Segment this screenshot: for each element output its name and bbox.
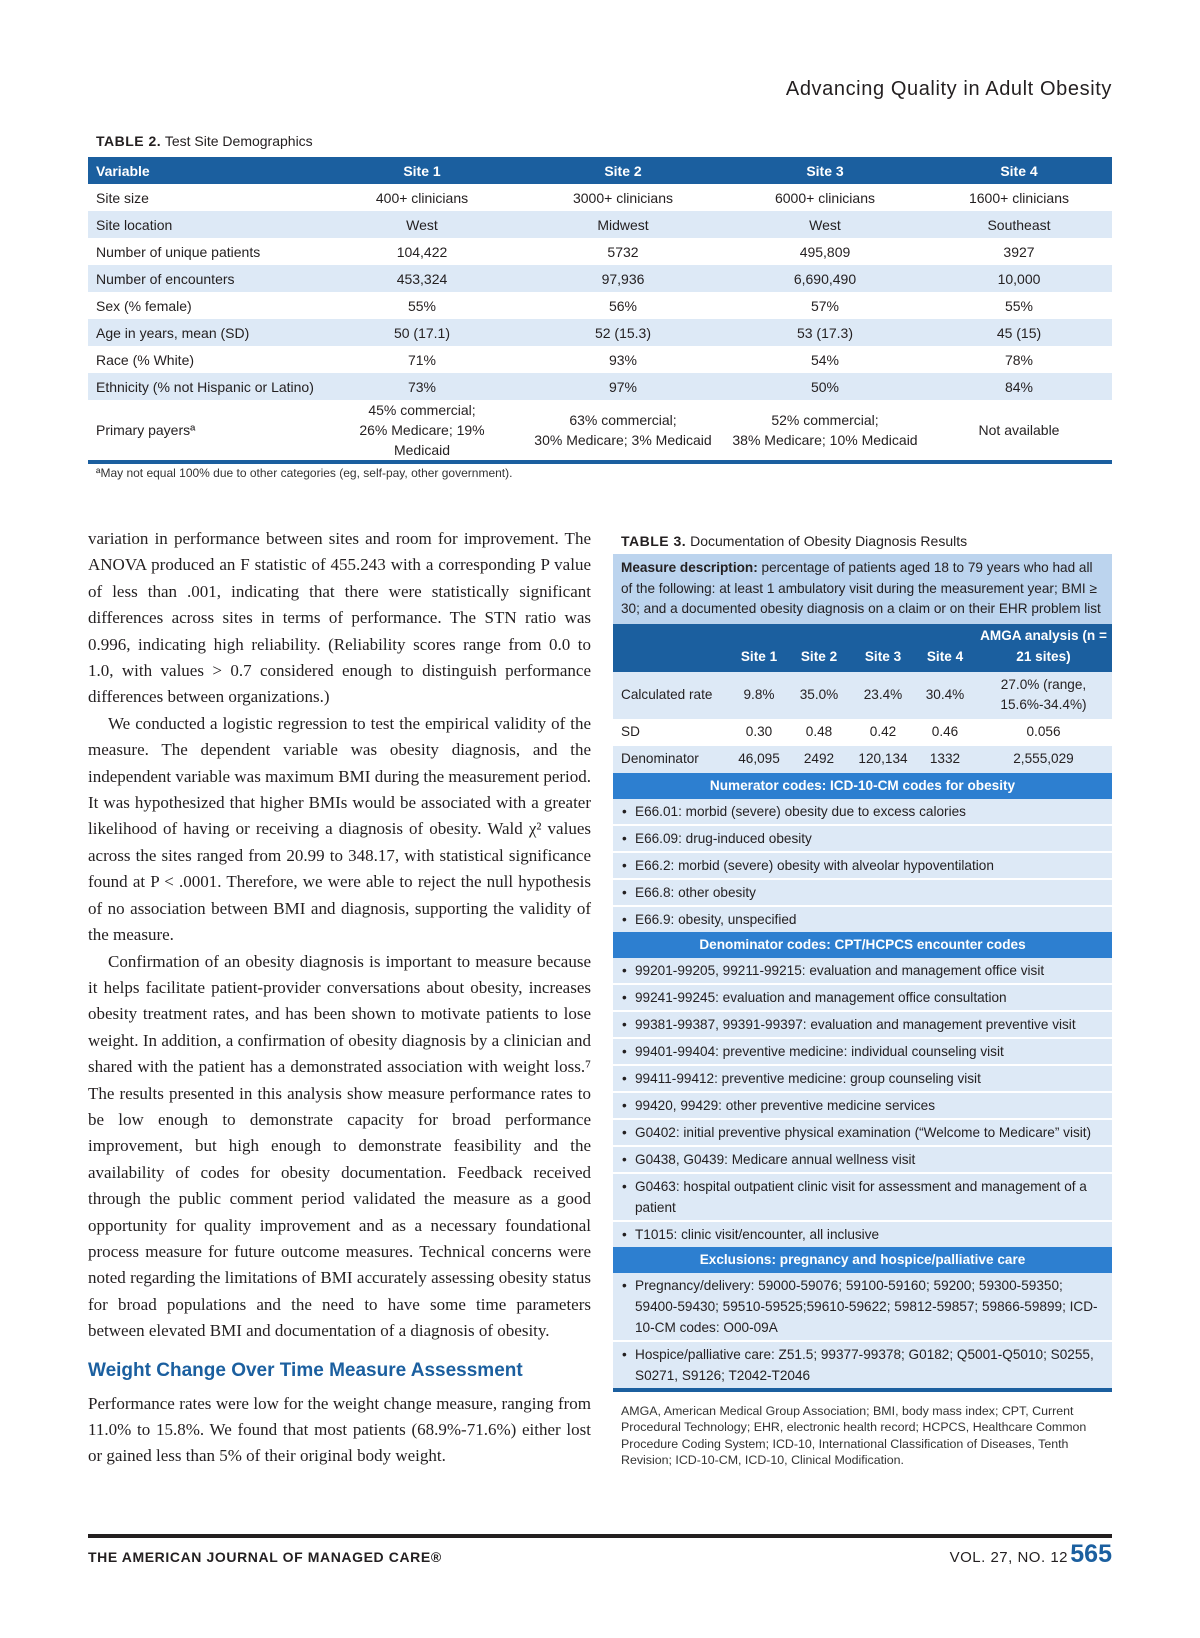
- table-cell: 0.30: [745, 724, 773, 739]
- table-cell: 453,324: [322, 265, 522, 292]
- table-cell: 73%: [322, 373, 522, 400]
- payer-line: 30% Medicare; 3% Medicaid: [534, 432, 712, 448]
- measure-description-text: percentage of patients aged 18 to 79 years who had all of the following: at least 1 ambulatory visit during the measurement year; BMI ≥ 30; and a documented obesity diagnosis on a claim or on their EHR problem list: [621, 560, 1101, 616]
- table-cell: 97%: [522, 373, 724, 400]
- list-item: • G0438, G0439: Medicare annual wellness visit: [613, 1147, 1112, 1174]
- list-item: • 99241-99245: evaluation and management office consultation: [613, 985, 1112, 1012]
- table-cell: 0.46: [931, 724, 959, 739]
- table3: [613, 554, 1112, 1392]
- table2-footnote: ªMay not equal 100% due to other categories (eg, self-pay, other government).: [96, 466, 513, 480]
- table-cell: [522, 400, 724, 462]
- table-cell: 27.0% (range, 15.6%-34.4%): [975, 672, 1112, 719]
- table-cell: 0.42: [869, 724, 897, 739]
- table-cell: 50 (17.1): [322, 319, 522, 346]
- table-cell: Race (% White): [96, 351, 195, 368]
- exclusion-code-list: [613, 1273, 1112, 1388]
- table-cell: 6000+ clinicians: [774, 189, 875, 206]
- table3-results: [613, 624, 1112, 773]
- table-cell: 3927: [1003, 243, 1035, 260]
- body-paragraph: Confirmation of an obesity diagnosis is important to measure because it helps facilitate patient-provider conversations about obesity, increases obesity treatment rates, and has been shown to motivate patients to lose weight. In addition, a confirmation of obesity diagnosis by a clinician and shared with the patient has a demonstrated association with weight loss.⁷ The results presented in this analysis show measure performance rates to be low enough to demonstrate capacity for broad performance improvement, but high enough to demonstrate feasibility and the availability of codes for obesity documentation. Feedback received through the public comment period validated the measure as a good opportunity for quality improvement and as a necessary foundational process measure for future outcome measures. Technical concerns were noted regarding the limitations of BMI accurately assessing obesity status for broad populations and the need to have some time parameters between elevated BMI and documentation of a diagnosis of obesity.: [88, 951, 591, 1341]
- table-row: [88, 265, 1112, 292]
- list-item: • T1015: clinic visit/encounter, all inclusive: [613, 1222, 1112, 1247]
- table-row: [88, 319, 1112, 346]
- table-cell: Not available: [926, 400, 1112, 462]
- table3-title: Documentation of Obesity Diagnosis Results: [690, 533, 968, 549]
- table-cell: 5732: [607, 243, 639, 260]
- payer-line: 38% Medicare; 10% Medicaid: [732, 432, 918, 448]
- table-cell: [724, 400, 926, 462]
- payer-line: 52% commercial;: [771, 412, 879, 428]
- table-cell: [322, 400, 522, 462]
- denominator-band: Denominator codes: CPT/HCPCS encounter codes: [613, 932, 1112, 958]
- payer-line: 26% Medicare; 19% Medicaid: [359, 422, 485, 458]
- table-cell: 52 (15.3): [522, 319, 724, 346]
- list-item: • E66.09: drug-induced obesity: [613, 826, 1112, 853]
- table-row: [88, 346, 1112, 373]
- table-cell: 50%: [724, 373, 926, 400]
- payer-line: 45% commercial;: [368, 402, 476, 418]
- table3-caption: [621, 533, 967, 549]
- journal-name: THE AMERICAN JOURNAL OF MANAGED CARE®: [88, 1549, 442, 1565]
- table2-label: TABLE 2.: [96, 133, 162, 149]
- body-paragraph: variation in performance between sites and room for improvement. The ANOVA produced an F statistic of 455.243 with a corresponding P value of less than .001, indicating that there were statistically significant differences across sites in terms of performance. The STN ratio was 0.996, indicating high reliability. (Reliability scores range from 0.0 to 1.0, with values > 0.7 considered enough to distinguish performance differences between organizations.): [88, 529, 591, 707]
- list-item: • 99411-99412: preventive medicine: group counseling visit: [613, 1066, 1112, 1093]
- table-cell: 9.8%: [731, 672, 787, 719]
- running-head: Advancing Quality in Adult Obesity: [785, 78, 1112, 100]
- table-cell: Denominator: [613, 746, 731, 773]
- list-item: • G0402: initial preventive physical examination (“Welcome to Medicare” visit): [613, 1120, 1112, 1147]
- table-cell: West: [322, 211, 522, 238]
- payer-line: 63% commercial;: [569, 412, 677, 428]
- table-cell: 54%: [810, 351, 840, 368]
- measure-description: [613, 554, 1112, 624]
- table3-header-row: [613, 624, 1112, 672]
- table2-header: Site 1: [322, 157, 522, 184]
- table-row: [88, 211, 1112, 238]
- table-cell: 2,555,029: [975, 746, 1112, 773]
- table-cell: 56%: [608, 297, 638, 314]
- table-cell: 35.0%: [787, 672, 851, 719]
- table3-header: Site 4: [915, 624, 975, 672]
- table-row: [88, 292, 1112, 319]
- numerator-code-list: [613, 799, 1112, 932]
- table3-header: Site 3: [851, 624, 915, 672]
- table-cell: Number of unique patients: [96, 243, 261, 260]
- measure-description-label: Measure description:: [621, 560, 758, 575]
- table2-header: Variable: [88, 157, 322, 184]
- table-cell: Calculated rate: [613, 672, 731, 719]
- table-cell: Number of encounters: [88, 265, 322, 292]
- list-item: • Pregnancy/delivery: 59000-59076; 59100-59160; 59200; 59300-59350; 59400-59430; 59510-59525;59610-59622; 59812-59857; 59866-59899; ICD-10-CM codes: O00-09A: [613, 1273, 1112, 1342]
- table-cell: West: [724, 211, 926, 238]
- table-cell: 104,422: [396, 243, 448, 260]
- table-cell: Southeast: [926, 211, 1112, 238]
- table-cell: Ethnicity (% not Hispanic or Latino): [88, 373, 322, 400]
- table2-header: Site 3: [724, 157, 926, 184]
- list-item: • G0463: hospital outpatient clinic visit for assessment and management of a patient: [613, 1174, 1112, 1222]
- list-item: • 99201-99205, 99211-99215: evaluation and management office visit: [613, 958, 1112, 985]
- volume-issue: VOL. 27, NO. 12: [949, 1549, 1068, 1566]
- table-cell: 6,690,490: [724, 265, 926, 292]
- table2-header-row: [88, 157, 1112, 184]
- body-column: [88, 526, 591, 1470]
- table-row: [88, 373, 1112, 400]
- table-cell: 1332: [915, 746, 975, 773]
- table-cell: 84%: [926, 373, 1112, 400]
- table-cell: 0.056: [1026, 724, 1061, 739]
- list-item: • E66.8: other obesity: [613, 880, 1112, 907]
- table-cell: 400+ clinicians: [375, 189, 469, 206]
- table-cell: 30.4%: [915, 672, 975, 719]
- table-cell: 1600+ clinicians: [968, 189, 1069, 206]
- table-cell: 45 (15): [926, 319, 1112, 346]
- table3-header: Site 1: [731, 624, 787, 672]
- table2-header: Site 4: [926, 157, 1112, 184]
- exclusions-band: Exclusions: pregnancy and hospice/palliative care: [613, 1247, 1112, 1273]
- table-cell: SD: [621, 724, 640, 739]
- denominator-code-list: [613, 958, 1112, 1247]
- list-item: • 99401-99404: preventive medicine: individual counseling visit: [613, 1039, 1112, 1066]
- table-cell: Site size: [96, 189, 149, 206]
- table3-end-rule: [613, 1388, 1112, 1392]
- table-cell: Primary payersª: [88, 400, 322, 462]
- table-row: [613, 746, 1112, 773]
- table2: [88, 157, 1112, 464]
- table-cell: 55%: [1004, 297, 1034, 314]
- table-cell: 57%: [810, 297, 840, 314]
- table-cell: 495,809: [799, 243, 851, 260]
- numerator-band: Numerator codes: ICD-10-CM codes for obesity: [613, 773, 1112, 799]
- table-row: [613, 719, 1112, 746]
- table-cell: 55%: [407, 297, 437, 314]
- body-paragraph: We conducted a logistic regression to test the empirical validity of the measure. The dependent variable was obesity diagnosis, and the independent variable was maximum BMI during the measurement period. It was hypothesized that higher BMIs would be associated with a greater likelihood of having or receiving a diagnosis of obesity. Wald χ² values across the sites ranged from 20.99 to 348.17, with statistical significance found at P < .0001. Therefore, we were able to reject the null hypothesis of no association between BMI and diagnosis, supporting the validity of the measure.: [88, 713, 591, 945]
- table2-title: Test Site Demographics: [164, 133, 313, 149]
- table-cell: Site location: [88, 211, 322, 238]
- table-row-payers: [88, 400, 1112, 462]
- table-row: [88, 184, 1112, 211]
- table-cell: Sex (% female): [96, 297, 192, 314]
- table3-footnote: AMGA, American Medical Group Association; BMI, body mass index; CPT, Current Procedural Technology; EHR, electronic health record; HCPCS, Healthcare Common Procedure Coding System; ICD-10, International Classification of Diseases, Tenth Revision; ICD-10-CM, ICD-10, Clinical Modification.: [621, 1404, 1087, 1468]
- table3-header: AMGA analysis (n = 21 sites): [975, 624, 1112, 672]
- list-item: • Hospice/palliative care: Z51.5; 99377-99378; G0182; Q5001-Q5010; S0255, S0271, S9126; T2042-T2046: [613, 1342, 1112, 1388]
- table2-header: Site 2: [522, 157, 724, 184]
- list-item: • 99420, 99429: other preventive medicine services: [613, 1093, 1112, 1120]
- table3-label: TABLE 3.: [621, 533, 687, 549]
- page-number: 565: [1070, 1540, 1112, 1568]
- table-cell: 2492: [787, 746, 851, 773]
- table3-header: Site 2: [787, 624, 851, 672]
- table-cell: 10,000: [926, 265, 1112, 292]
- table2-caption: [96, 133, 313, 149]
- table-cell: Age in years, mean (SD): [88, 319, 322, 346]
- table-cell: 97,936: [522, 265, 724, 292]
- footer-rule: [88, 1534, 1112, 1538]
- table3-header: [613, 624, 731, 672]
- table-row: [613, 672, 1112, 719]
- table-cell: 120,134: [851, 746, 915, 773]
- list-item: • 99381-99387, 99391-99397: evaluation and management preventive visit: [613, 1012, 1112, 1039]
- body-paragraph: Performance rates were low for the weight change measure, ranging from 11.0% to 15.8%. We found that most patients (68.9%-71.6%) either lost or gained less than 5% of their original body weight.: [88, 1393, 591, 1466]
- list-item: • E66.2: morbid (severe) obesity with alveolar hypoventilation: [613, 853, 1112, 880]
- section-heading: Weight Change Over Time Measure Assessment: [88, 1359, 523, 1381]
- table-cell: 53 (17.3): [724, 319, 926, 346]
- table-cell: 71%: [407, 351, 437, 368]
- table-cell: 46,095: [731, 746, 787, 773]
- list-item: • E66.01: morbid (severe) obesity due to excess calories: [613, 799, 1112, 826]
- table-cell: 23.4%: [851, 672, 915, 719]
- table-cell: 93%: [608, 351, 638, 368]
- table-row: [88, 238, 1112, 265]
- table-cell: 0.48: [805, 724, 833, 739]
- table-cell: 3000+ clinicians: [572, 189, 673, 206]
- table-cell: 78%: [1004, 351, 1034, 368]
- list-item: • E66.9: obesity, unspecified: [613, 907, 1112, 932]
- table-cell: Midwest: [522, 211, 724, 238]
